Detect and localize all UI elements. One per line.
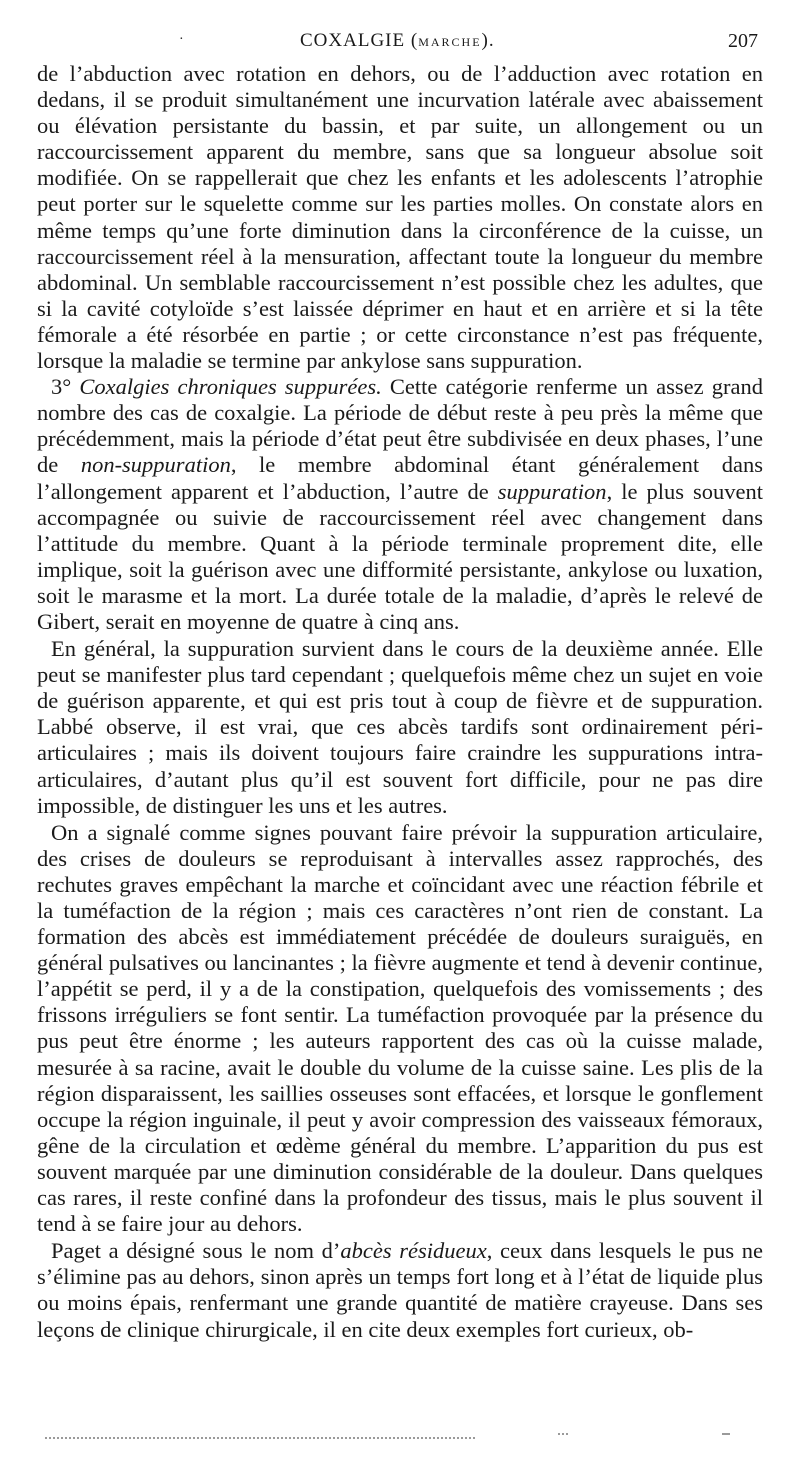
- text-segment: de l’abduction avec rotation en dehors, ou de l’adduction avec rotation en dedans, il se produit simultanément une incurvation latérale avec abaissement ou élévation persistante du bassin, et par suite, un allongement ou un raccourcissement apparent du membre, sans que sa longueur absolue soit modifiée. On se rappellerait que chez les enfants et les adolescents l’atrophie peut porter sur le squelette comme sur les parties molles. On constate alors en même temps qu’une forte diminution dans la circonférence de la cuisse, un raccourcissement réel à la mensuration, affectant toute la longueur du membre abdominal. Un semblable raccourcissement n’est possible chez les adultes, que si la cavité cotyloïde s’est laissée déprimer en haut et en arrière et si la tête fémorale a été résorbée en partie ; or cette circonstance n’est pas fréquente, lorsque la maladie se termine par ankylose sans suppuration.: [37, 61, 763, 374]
- running-title-main: COXALGIE (: [300, 30, 419, 51]
- text-segment: On a signalé comme signes pouvant faire prévoir la suppuration articulaire, des crises de douleurs se reproduisant à intervalles assez rapprochés, des rechutes graves empêchant la marche et coïncidant avec une réaction fébrile et la tuméfaction de la région ; mais ces caractères n’ont rien de constant. La formation des abcès est immédiatement précédée de douleurs suraiguës, en général pulsatives ou lancinantes ; la fièvre augmente et tend à devenir continue, l’appétit se perd, il y a de la constipation, quelquefois des vomissements ; des frissons irréguliers se font sentir. La tuméfaction provoquée par la présence du pus peut être énorme ; les auteurs rapportent des cas où la cuisse malade, mesurée à sa racine, avait le double du volume de la cuisse saine. Les plis de la région disparaissent, les saillies osseuses sont effacées, et lorsque le gonflement occupe la région inguinale, il peut y avoir compression des vaisseaux fémoraux, gêne de la circulation et œdème général du membre. L’apparition du pus est souvent marquée par une diminution considérable de la douleur. Dans quelques cas rares, il reste confiné dans la profondeur des tissus, mais le plus souvent il tend à se faire jour au dehors.: [37, 819, 763, 1237]
- text-segment: Paget a désigné sous le nom d’: [51, 1238, 341, 1264]
- italic-term: non-suppuration: [80, 452, 231, 478]
- paragraph-residual-abscess: [37, 1238, 763, 1342]
- section-number: 3°: [51, 374, 80, 400]
- footer-dotted-rule: [45, 1437, 475, 1439]
- footer-mark: [722, 1433, 730, 1435]
- text-segment: En général, la suppuration survient dans le cours de la deuxième année. Elle peut se manifester plus tard cependant ; quelquefois même chez un sujet en voie de guérison apparente, et qui est pris tout à coup de fièvre et de suppuration. Labbé observe, il est vrai, que ces abcès tardifs sont ordinairement péri-articulaires ; mais ils doivent toujours faire craindre les suppurations intra-articulaires, d’autant plus qu’il est souvent fort difficile, pour ne pas dire impossible, de distinguer les uns et les autres.: [37, 636, 763, 818]
- footer-mark: [558, 1433, 568, 1435]
- section-heading: Coxalgies chroniques suppurées.: [79, 374, 382, 400]
- text-segment: , le plus souvent accompagnée ou suivie de raccourcissement réel avec changement dans l’attitude du membre. Quant à la période terminale proprement dite, elle implique, soit la guérison avec une difformité persistante, ankylose ou luxation, soit le marasme et la mort. La durée totale de la maladie, d’après le relevé de Gibert, serait en moyenne de quatre à cinq ans.: [37, 478, 763, 634]
- body-text: [37, 61, 763, 1343]
- header-dot: ·: [179, 32, 185, 47]
- italic-term: abcès résidueux: [340, 1238, 487, 1264]
- paragraph-signs: [37, 820, 763, 1238]
- text-segment: , le membre abdominal étant généralement dans l’allongement apparent et l’abduction, l’autre de: [37, 452, 763, 504]
- running-title: [300, 30, 495, 52]
- page-number: 207: [728, 30, 758, 52]
- text-segment: Cette catégorie renferme un assez grand nombre des cas de coxalgie. La période de début reste à peu près la même que précédemment, mais la période d’état peut être subdivisée en deux phases, l’une de: [37, 374, 763, 478]
- paragraph-onset: [37, 636, 763, 819]
- paragraph-continuation: [37, 61, 763, 374]
- running-head: [0, 30, 800, 58]
- paragraph-suppurated-coxalgia: [37, 374, 763, 635]
- running-title-small-caps: MARCHE: [418, 35, 482, 49]
- italic-term: suppuration: [497, 478, 607, 504]
- running-title-end: ).: [481, 30, 495, 51]
- text-segment: , ceux dans lesquels le pus ne s’élimine pas au dehors, sinon après un temps fort long et à l’état de liquide plus ou moins épais, renfermant une grande quantité de matière crayeuse. Dans ses leçons de clinique chirurgicale, il en cite deux exemples fort curieux, ob-: [37, 1238, 764, 1342]
